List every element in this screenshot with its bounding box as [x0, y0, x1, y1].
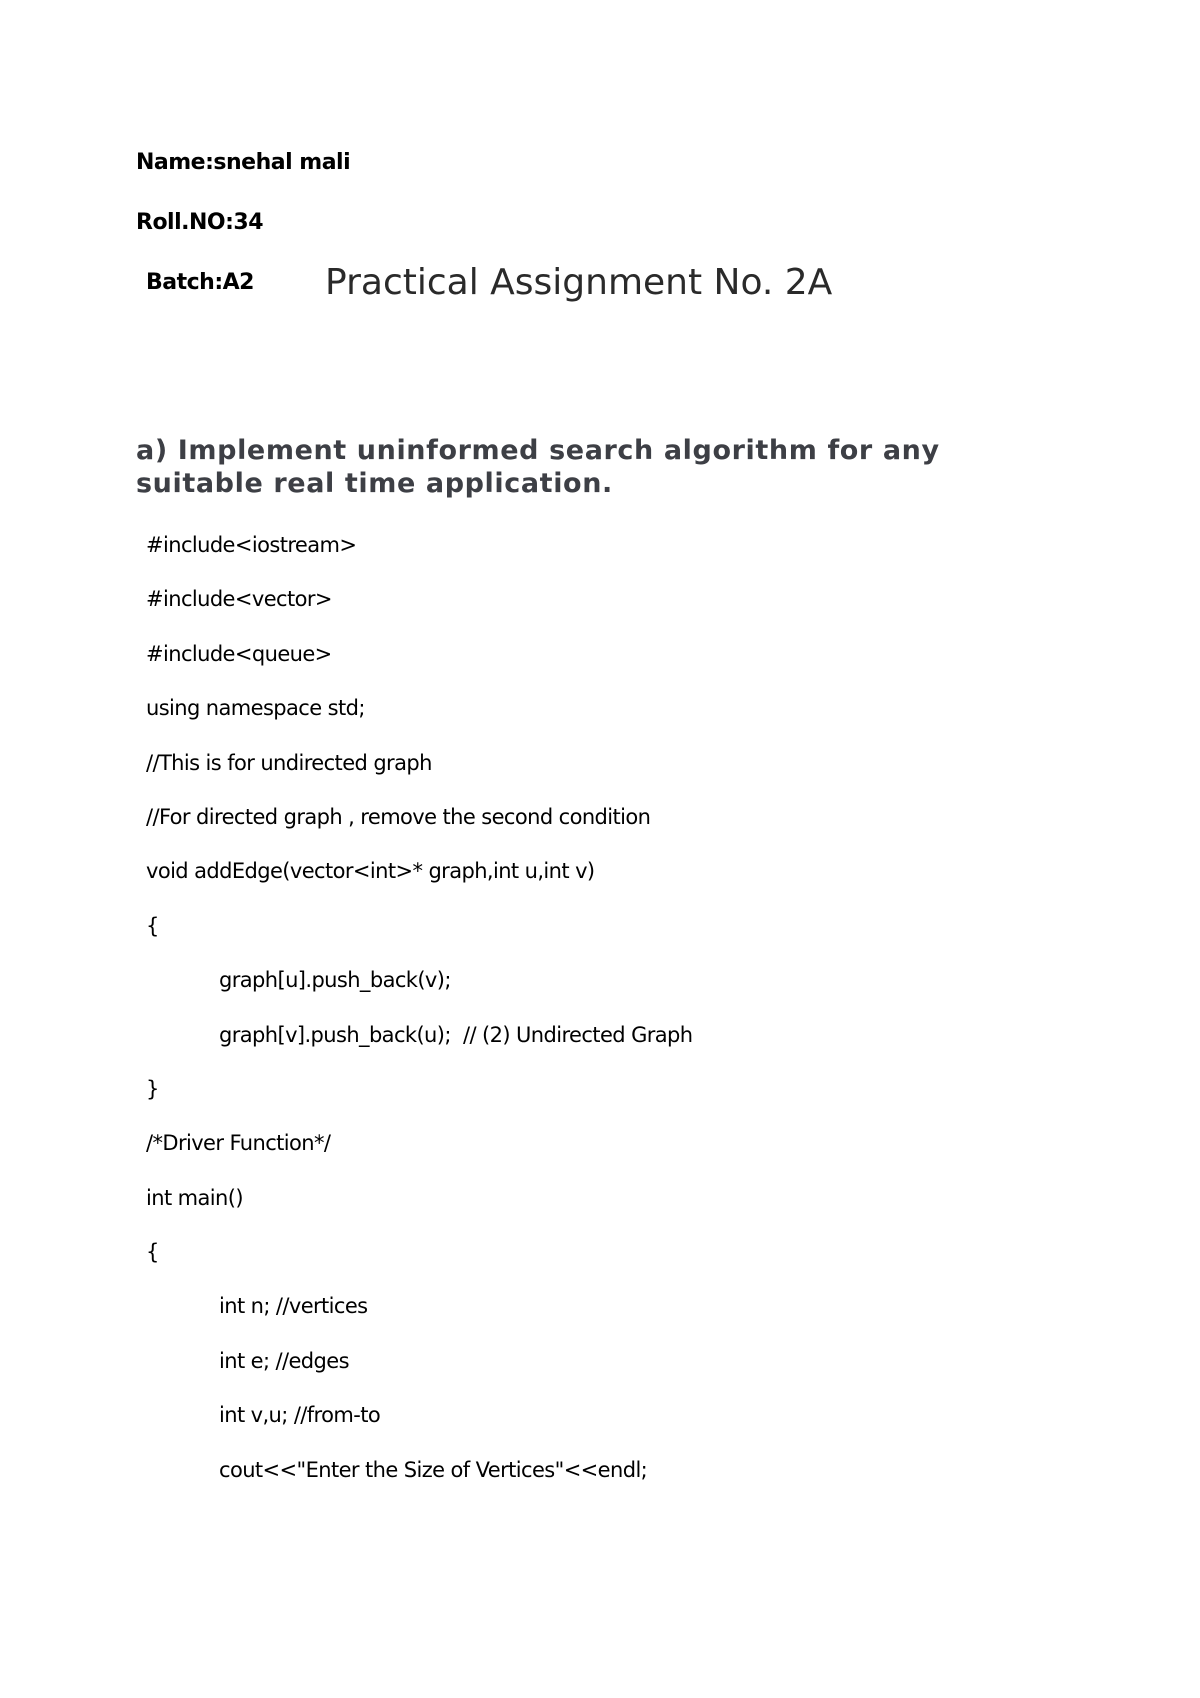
roll-number: Roll.NO:34	[136, 210, 264, 235]
code-line: #include<queue>	[146, 641, 332, 666]
code-line: //For directed graph , remove the second condition	[146, 804, 651, 829]
question-line-1: a) Implement uninformed search algorithm for any	[136, 435, 940, 466]
code-line: {	[146, 1240, 159, 1265]
code-line: int e; //edges	[219, 1348, 349, 1373]
code-line: void addEdge(vector<int>* graph,int u,int v)	[146, 859, 595, 884]
code-line: //This is for undirected graph	[146, 750, 432, 775]
student-name: Name:snehal mali	[136, 150, 351, 175]
code-line: {	[146, 913, 159, 938]
batch: Batch:A2	[146, 270, 254, 295]
code-listing	[146, 530, 692, 1509]
code-line: #include<vector>	[146, 587, 332, 612]
code-line: int main()	[146, 1185, 243, 1210]
code-line: graph[u].push_back(v);	[219, 968, 451, 993]
code-line: int v,u; //from-to	[219, 1403, 381, 1428]
code-line: cout<<"Enter the Size of Vertices"<<endl;	[219, 1457, 648, 1482]
code-line: /*Driver Function*/	[146, 1131, 331, 1156]
code-line: int n; //vertices	[219, 1294, 368, 1319]
question-line-2: suitable real time application.	[136, 468, 613, 499]
code-line: #include<iostream>	[146, 533, 357, 557]
code-line: using namespace std;	[146, 696, 365, 721]
question-heading	[136, 434, 1036, 500]
code-line: graph[v].push_back(u); // (2) Undirected Graph	[219, 1022, 693, 1047]
code-line: }	[146, 1076, 159, 1101]
assignment-title: Practical Assignment No. 2A	[325, 262, 833, 303]
